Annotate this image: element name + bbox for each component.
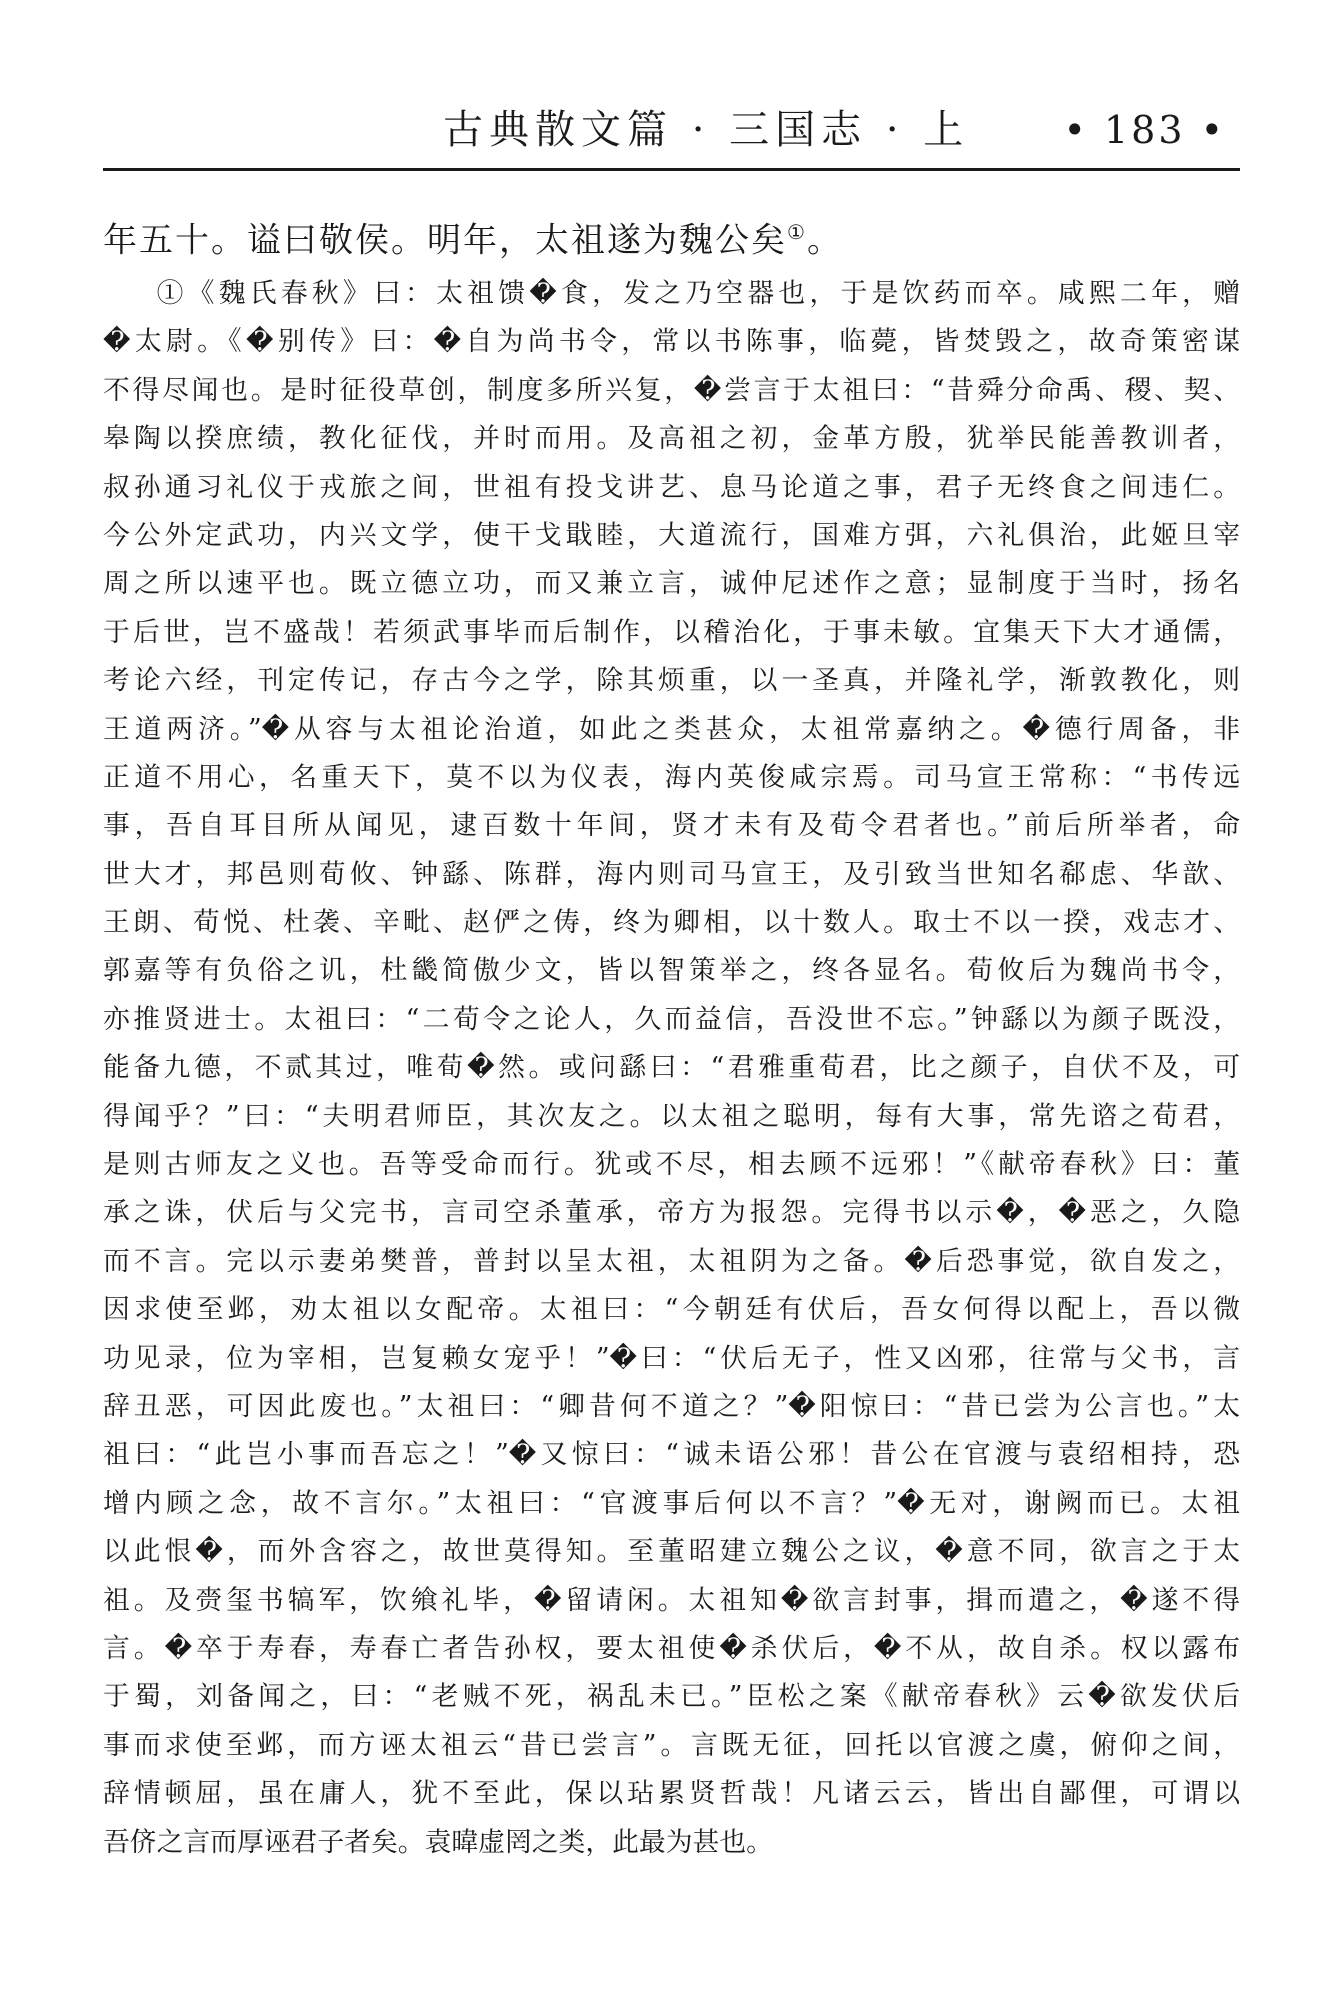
footnote-line: 今公外定武功，内兴文学，使干戈戢睦，大道流行，国难方弭，六礼俱治，此姬旦宰 [103, 519, 1240, 551]
footnote-line: 周之所以速平也。既立德立功，而又兼立言，诚仲尼述作之意；显制度于当时，扬名 [103, 568, 1240, 600]
footnote-line: 是则古师友之义也。吾等受命而行。犹或不尽，相去顾不远邪！”《献帝春秋》曰：董 [103, 1149, 1240, 1181]
main-text-end: 。 [806, 220, 843, 261]
footnote-line: 于后世，岂不盛哉！若须武事毕而后制作，以稽治化，于事未敏。宜集天下大才通儒， [103, 616, 1240, 648]
footnote-line: 正道不用心，名重天下，莫不以为仪表，海内英俊咸宗焉。司马宣王常称：“书传远 [103, 761, 1240, 793]
footnote-line: 辞情顿屈，虽在庸人，犹不至此，保以玷累贤哲哉！凡诸云云，皆出自鄙俚，可谓以 [103, 1778, 1240, 1810]
footnote-line: 祖。及赍玺书犒军，饮飨礼毕，�留请闲。太祖知�欲言封事，揖而遣之，�遂不得 [103, 1584, 1240, 1616]
footnote-line: 郭嘉等有负俗之讥，杜畿简傲少文，皆以智策举之，终各显名。荀攸后为魏尚书令， [103, 955, 1240, 987]
footnote-marker: ① [787, 220, 807, 244]
footnote-line: 吾侪之言而厚诬君子者矣。袁暐虚罔之类，此最为甚也。 [103, 1826, 773, 1858]
main-text-line [103, 208, 843, 264]
footnote-line: 不得尽闻也。是时征役草创，制度多所兴复，�尝言于太祖曰：“昔舜分命禹、稷、契、 [103, 374, 1240, 406]
page-number: • 183 • [1063, 108, 1226, 152]
footnote-line: 而不言。完以示妻弟樊普，普封以呈太祖，太祖阴为之备。�后恐事觉，欲自发之， [103, 1245, 1240, 1277]
footnote-line: 得闻乎？”曰：“夫明君师臣，其次友之。以太祖之聪明，每有大事，常先谘之荀君， [103, 1100, 1240, 1132]
footnote-line: �太尉。《�别传》曰：�自为尚书令，常以书陈事，临薨，皆焚毁之，故奇策密谋 [103, 326, 1240, 358]
footnote-line: 功见录，位为宰相，岂复赖女宠乎！”�曰：“伏后无子，性又凶邪，往常与父书，言 [103, 1342, 1240, 1374]
footnote-line: 以此恨�，而外含容之，故世莫得知。至董昭建立魏公之议，�意不同，欲言之于太 [103, 1536, 1240, 1568]
footnote-line: 皋陶以揆庶绩，教化征伐，并时而用。及高祖之初，金革方殷，犹举民能善教训者， [103, 423, 1240, 455]
footnote-line: 增内顾之念，故不言尔。”太祖曰：“官渡事后何以不言？”�无对，谢阙而已。太祖 [103, 1487, 1240, 1519]
footnote-line: 事而求使至邺，而方诬太祖云“昔已尝言”。言既无征，回托以官渡之虞，俯仰之间， [103, 1729, 1240, 1761]
footnote-line: ①《魏氏春秋》曰：太祖馈�食，发之乃空器也，于是饮药而卒。咸熙二年，赠 [156, 278, 1240, 309]
footnote-line: 承之诛，伏后与父完书，言司空杀董承，帝方为报怨。完得书以示�，�恶之，久隐 [103, 1197, 1240, 1229]
footnote-line: 辞丑恶，可因此废也。”太祖曰：“卿昔何不道之？”�阳惊曰：“昔已尝为公言也。”太 [103, 1390, 1240, 1422]
footnote-line: 王道两济。”�从容与太祖论治道，如此之类甚众，太祖常嘉纳之。�德行周备，非 [103, 713, 1240, 745]
footnote-line: 王朗、荀悦、杜袭、辛毗、赵俨之俦，终为卿相，以十数人。取士不以一揆，戏志才、 [103, 907, 1240, 939]
footnote-line: 叔孙通习礼仪于戎旅之间，世祖有投戈讲艺、息马论道之事，君子无终食之间违仁。 [103, 471, 1240, 503]
footnote-line: 于蜀，刘备闻之，曰：“老贼不死，祸乱未已。”臣松之案《献帝春秋》云�欲发伏后 [103, 1681, 1240, 1713]
footnote-line: 能备九德，不贰其过，唯荀�然。或问繇曰：“君雅重荀君，比之颜子，自伏不及，可 [103, 1052, 1240, 1084]
footnote-line: 言。�卒于寿春，寿春亡者告孙权，要太祖使�杀伏后，�不从，故自杀。权以露布 [103, 1632, 1240, 1664]
header-rule [103, 168, 1240, 171]
footnote-line: 祖曰：“此岂小事而吾忘之！”�又惊曰：“诚未语公邪！昔公在官渡与袁绍相持，恐 [103, 1439, 1240, 1471]
footnote-line: 亦推贤进士。太祖曰：“二荀令之论人，久而益信，吾没世不忘。”钟繇以为颜子既没， [103, 1003, 1240, 1035]
running-header-title: 古典散文篇 · 三国志 · 上 [443, 107, 970, 153]
running-header [103, 100, 1240, 160]
footnote-line: 考论六经，刊定传记，存古今之学，除其烦重，以一圣真，并隆礼学，渐敦教化，则 [103, 665, 1240, 697]
footnote-block [103, 270, 1240, 1867]
main-text: 年五十。谥曰敬侯。明年，太祖遂为魏公矣 [103, 220, 787, 261]
footnote-line: 因求使至邺，劝太祖以女配帝。太祖曰：“今朝廷有伏后，吾女何得以配上，吾以微 [103, 1294, 1240, 1326]
footnote-line: 世大才，邦邑则荀攸、钟繇、陈群，海内则司马宣王，及引致当世知名郗虑、华歆、 [103, 858, 1240, 890]
footnote-line: 事，吾自耳目所从闻见，逮百数十年间，贤才未有及荀令君者也。”前后所举者，命 [103, 810, 1240, 842]
